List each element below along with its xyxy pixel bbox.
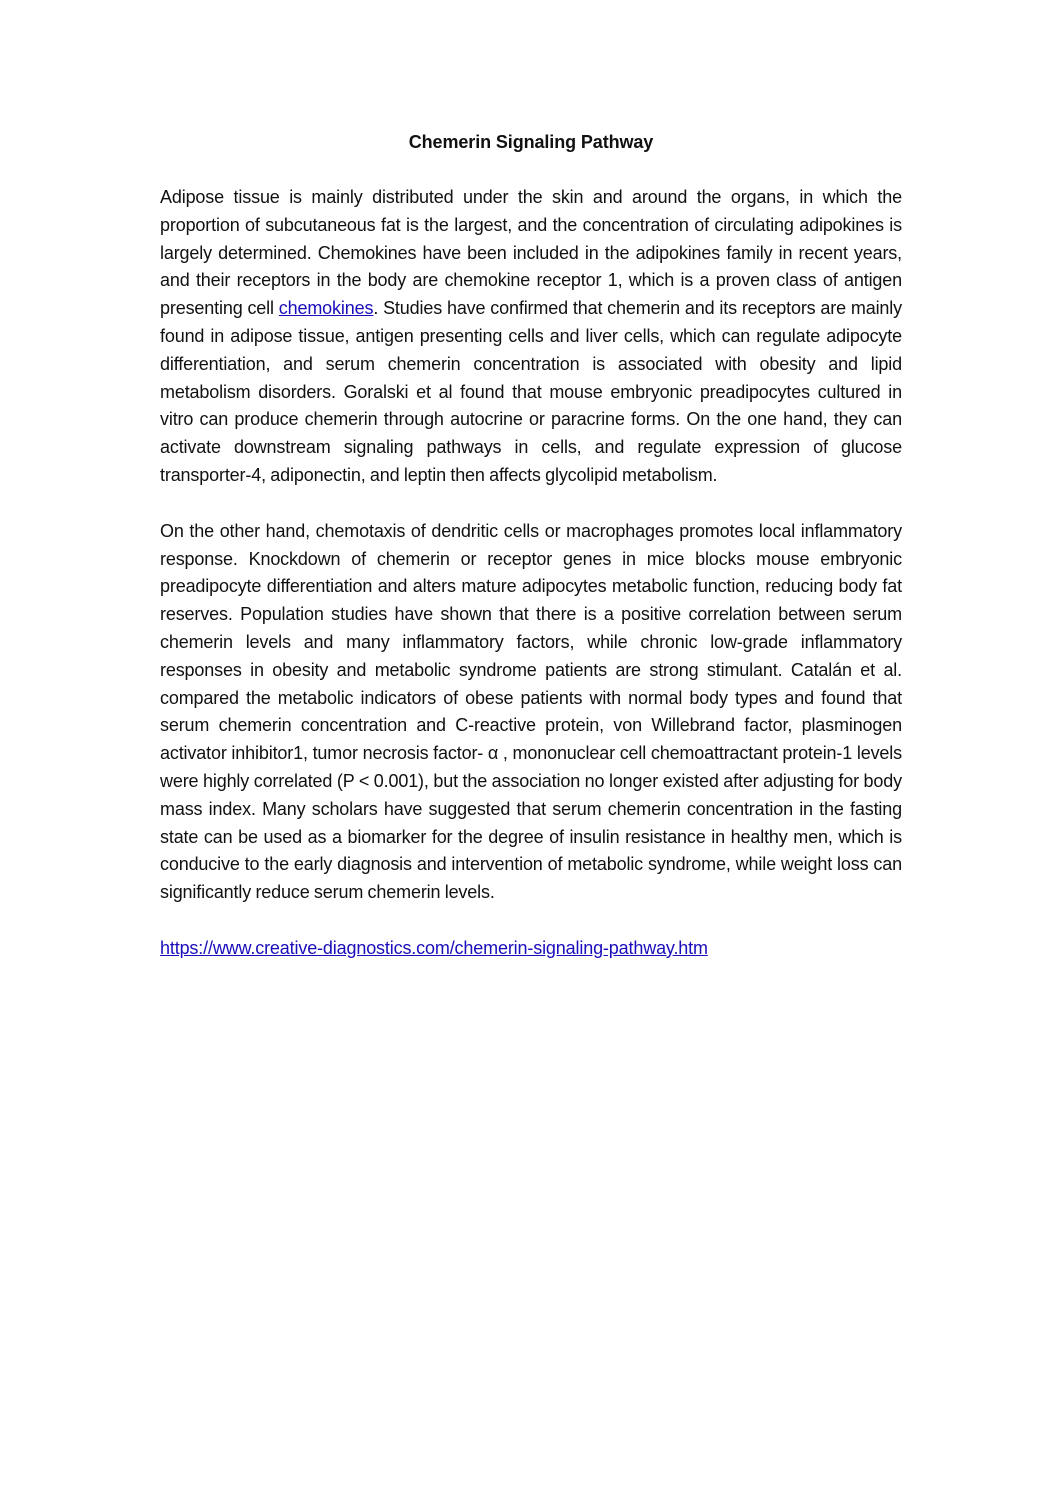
paragraph-2: On the other hand, chemotaxis of dendritic cells or macrophages promotes local inflammatory response. Knockdown of chemerin or receptor genes in mice blocks mouse embryonic preadipocyte differentiation and alters mature adipocytes metabolic function, reducing body fat reserves. Population studies have shown that there is a positive correlation between serum chemerin levels and many inflammatory factors, while chronic low-grade inflammatory responses in obesity and metabolic syndrome patients are strong stimulant. Catalán et al. compared the metabolic indicators of obese patients with normal body types and found that serum chemerin concentration and C-reactive protein, von Willebrand factor, plasminogen activator inhibitor1, tumor necrosis factor- α , mononuclear cell chemoattractant protein-1 levels were highly correlated (P < 0.001), but the association no longer existed after adjusting for body mass index. Many scholars have suggested that serum chemerin concentration in the fasting state can be used as a biomarker for the degree of insulin resistance in healthy men, which is conducive to the early diagnosis and intervention of metabolic syndrome, while weight loss can significantly reduce serum chemerin levels.	[160, 520, 902, 903]
document-title: Chemerin Signaling Pathway	[408, 132, 654, 152]
document-body	[160, 128, 902, 963]
paragraph-1	[160, 184, 902, 490]
chemokines-link[interactable]: chemokines	[278, 298, 374, 319]
source-url-link[interactable]: https://www.creative-diagnostics.com/chemerin-signaling-pathway.htm	[160, 937, 708, 958]
source-line	[160, 935, 902, 963]
paragraph-1-text-before-link: Adipose tissue is mainly distributed under the skin and around the organs, in which the proportion of subcutaneous fat is the largest, and the concentration of circulating adipokines is largely determined. Chemokines have been included in the adipokines family in recent years, and their receptors in the body are chemokine receptor 1, which is a proven class of antigen presenting cell	[160, 187, 902, 319]
paragraph-1-text-after-link: . Studies have confirmed that chemerin and its receptors are mainly found in adipose tissue, antigen presenting cells and liver cells, which can regulate adipocyte differentiation, and serum chemerin concentration is associated with obesity and lipid metabolism disorders. Goralski et al found that mouse embryonic preadipocytes cultured in vitro can produce chemerin through autocrine or paracrine forms. On the one hand, they can activate downstream signaling pathways in cells, and regulate expression of glucose transporter-4, adiponectin, and leptin then affects glycolipid metabolism.	[160, 298, 902, 485]
